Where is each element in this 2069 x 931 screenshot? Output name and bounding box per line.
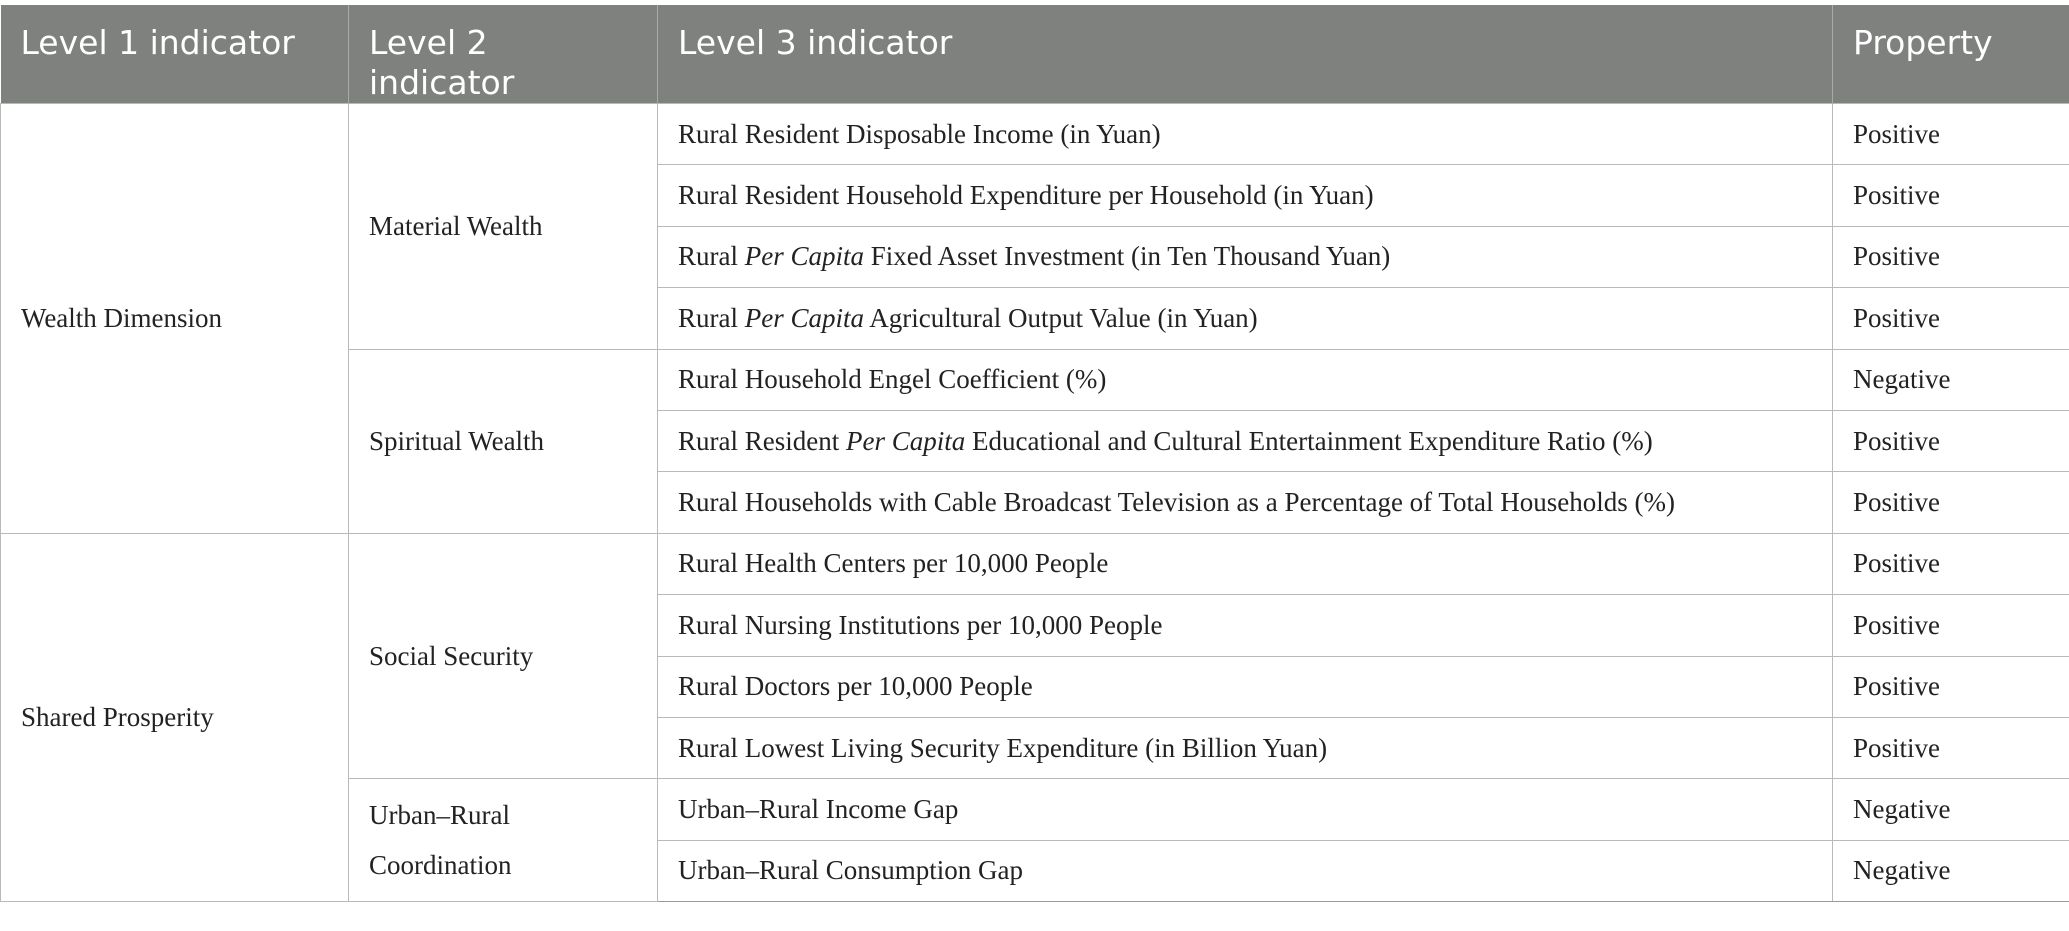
- level2-cell-social: Social Security: [349, 533, 658, 779]
- header-property: Property: [1833, 5, 2069, 104]
- property-cell: Negative: [1833, 779, 2069, 840]
- level3-cell: Rural Health Centers per 10,000 People: [658, 533, 1833, 594]
- level3-cell: Rural Household Engel Coefficient (%): [658, 349, 1833, 410]
- property-cell: Negative: [1833, 349, 2069, 410]
- level2-cell-coordination: Urban–Rural Coordination: [349, 779, 658, 902]
- level3-text-pre: Rural: [678, 241, 745, 272]
- property-cell: Positive: [1833, 656, 2069, 717]
- property-cell: Positive: [1833, 226, 2069, 287]
- level3-text-italic: Per Capita: [845, 425, 966, 456]
- level3-cell: Rural Resident Household Expenditure per Household (in Yuan): [658, 165, 1833, 226]
- level3-text-post: Agricultural Output Value (in Yuan): [864, 302, 1258, 333]
- header-level2: Level 2 indicator: [349, 5, 658, 104]
- table-row: [1, 533, 2069, 594]
- property-cell: Positive: [1833, 410, 2069, 471]
- table-row: [1, 104, 2069, 165]
- level3-text-italic: Per Capita: [744, 241, 864, 272]
- property-cell: Positive: [1833, 165, 2069, 226]
- level2-cell-material: Material Wealth: [349, 104, 658, 350]
- level3-cell: [658, 410, 1833, 471]
- property-cell: Positive: [1833, 533, 2069, 594]
- header-row: [1, 5, 2069, 104]
- property-cell: Negative: [1833, 840, 2069, 901]
- level3-text-pre: Rural Resident: [678, 425, 846, 456]
- level3-cell: Rural Doctors per 10,000 People: [658, 656, 1833, 717]
- table-header: [1, 5, 2069, 104]
- level3-text-italic: Per Capita: [744, 302, 864, 333]
- level3-cell: [658, 226, 1833, 287]
- level1-cell-shared: Shared Prosperity: [1, 533, 349, 901]
- level2-cell-spiritual: Spiritual Wealth: [349, 349, 658, 533]
- header-level1: Level 1 indicator: [1, 5, 349, 104]
- level3-cell: Urban–Rural Income Gap: [658, 779, 1833, 840]
- property-cell: Positive: [1833, 288, 2069, 349]
- table-body: [1, 104, 2069, 902]
- level3-text-post: Fixed Asset Investment (in Ten Thousand Yuan): [864, 241, 1391, 272]
- level3-cell: Urban–Rural Consumption Gap: [658, 840, 1833, 901]
- level3-cell: Rural Households with Cable Broadcast Television as a Percentage of Total Households (%): [658, 472, 1833, 533]
- property-cell: Positive: [1833, 472, 2069, 533]
- property-cell: Positive: [1833, 717, 2069, 778]
- level3-cell: Rural Resident Disposable Income (in Yuan): [658, 104, 1833, 165]
- indicator-table: [0, 5, 2069, 902]
- level3-text-pre: Rural: [678, 302, 745, 333]
- level3-cell: Rural Lowest Living Security Expenditure (in Billion Yuan): [658, 717, 1833, 778]
- property-cell: Positive: [1833, 595, 2069, 656]
- property-cell: Positive: [1833, 104, 2069, 165]
- level3-cell: [658, 288, 1833, 349]
- level3-cell: Rural Nursing Institutions per 10,000 People: [658, 595, 1833, 656]
- level1-cell-wealth: Wealth Dimension: [1, 104, 349, 534]
- header-level3: Level 3 indicator: [658, 5, 1833, 104]
- level3-text-post: Educational and Cultural Entertainment Expenditure Ratio (%): [965, 425, 1653, 456]
